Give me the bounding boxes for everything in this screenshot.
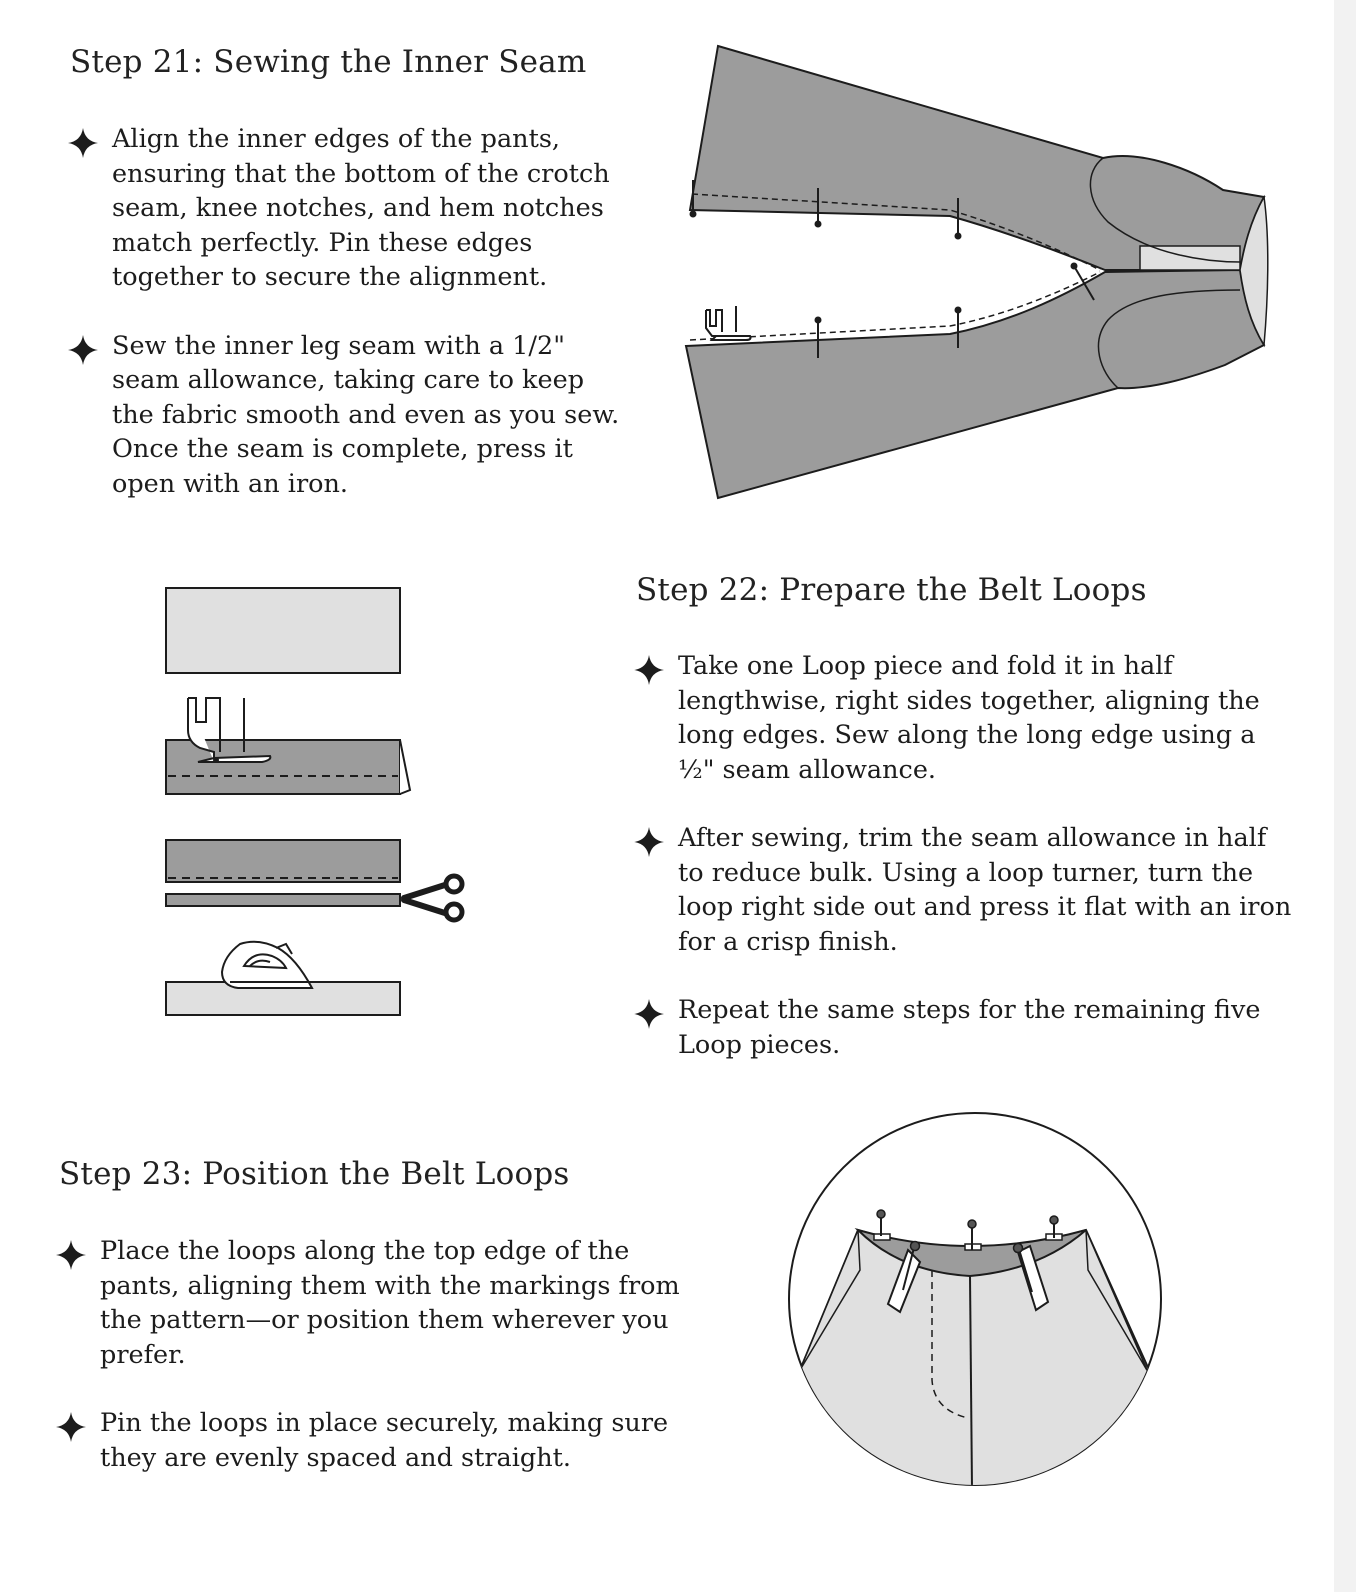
sparkle-bullet-icon [56,1412,86,1442]
step-23-title: Step 23: Position the Belt Loops [59,1156,570,1192]
step-23-bullets [56,1234,716,1509]
step-23-bullet-1 [56,1234,716,1372]
sparkle-bullet-icon [56,1240,86,1270]
step-23-bullet-2-text: Pin the loops in place securely, making sure they are evenly spaced and straight. [100,1408,669,1473]
sparkle-bullet-icon [68,335,98,365]
step-21-bullet-2-text: Sew the inner leg seam with a 1/2" seam allowance, taking care to keep the fabric smooth and even as you sew. Once the seam is complete, press it open with an iron. [112,330,620,499]
step-21-title: Step 21: Sewing the Inner Seam [70,44,587,80]
scissors-icon [404,876,462,920]
iron-icon [222,942,312,988]
step-22-bullet-2-text: After sewing, trim the seam allowance in half to reduce bulk. Using a loop turner, turn the loop right side out and press it flat with an iron for a crisp finish. [678,823,1292,957]
sparkle-bullet-icon [634,827,664,857]
presser-foot-icon [706,306,751,340]
step-22-bullet-2 [634,821,1294,959]
step-21-bullet-1-text: Align the inner edges of the pants, ensuring that the bottom of the crotch seam, knee notches, and hem notches match perfectly. Pin these edges together to secure the alignment. [112,124,610,292]
sparkle-bullet-icon [634,655,664,685]
step-21-bullet-2 [68,329,628,502]
step-22-title: Step 22: Prepare the Belt Loops [636,572,1147,608]
belt-loop-placement-illustration [780,1104,1176,1496]
page-edge [1334,0,1356,1592]
step-22-bullet-3 [634,993,1294,1062]
step-22-bullet-1-text: Take one Loop piece and fold it in half lengthwise, right sides together, aligning the long edges. Sew along the long edge using a ½" seam allowance. [678,651,1260,785]
step-22-bullet-1 [634,649,1294,787]
step-22-bullets [634,649,1294,1096]
sparkle-bullet-icon [634,999,664,1029]
sparkle-bullet-icon [68,128,98,158]
step-21-bullet-1 [68,122,628,295]
belt-loop-steps-illustration [160,580,470,1025]
step-23-bullet-1-text: Place the loops along the top edge of the pants, aligning them with the markings from the pattern—or position them wherever you prefer. [100,1236,680,1370]
step-23-bullet-2 [56,1406,716,1475]
step-22-bullet-3-text: Repeat the same steps for the remaining five Loop pieces. [678,995,1261,1060]
pants-inner-seam-illustration [680,40,1280,510]
step-21-bullets [68,122,628,535]
